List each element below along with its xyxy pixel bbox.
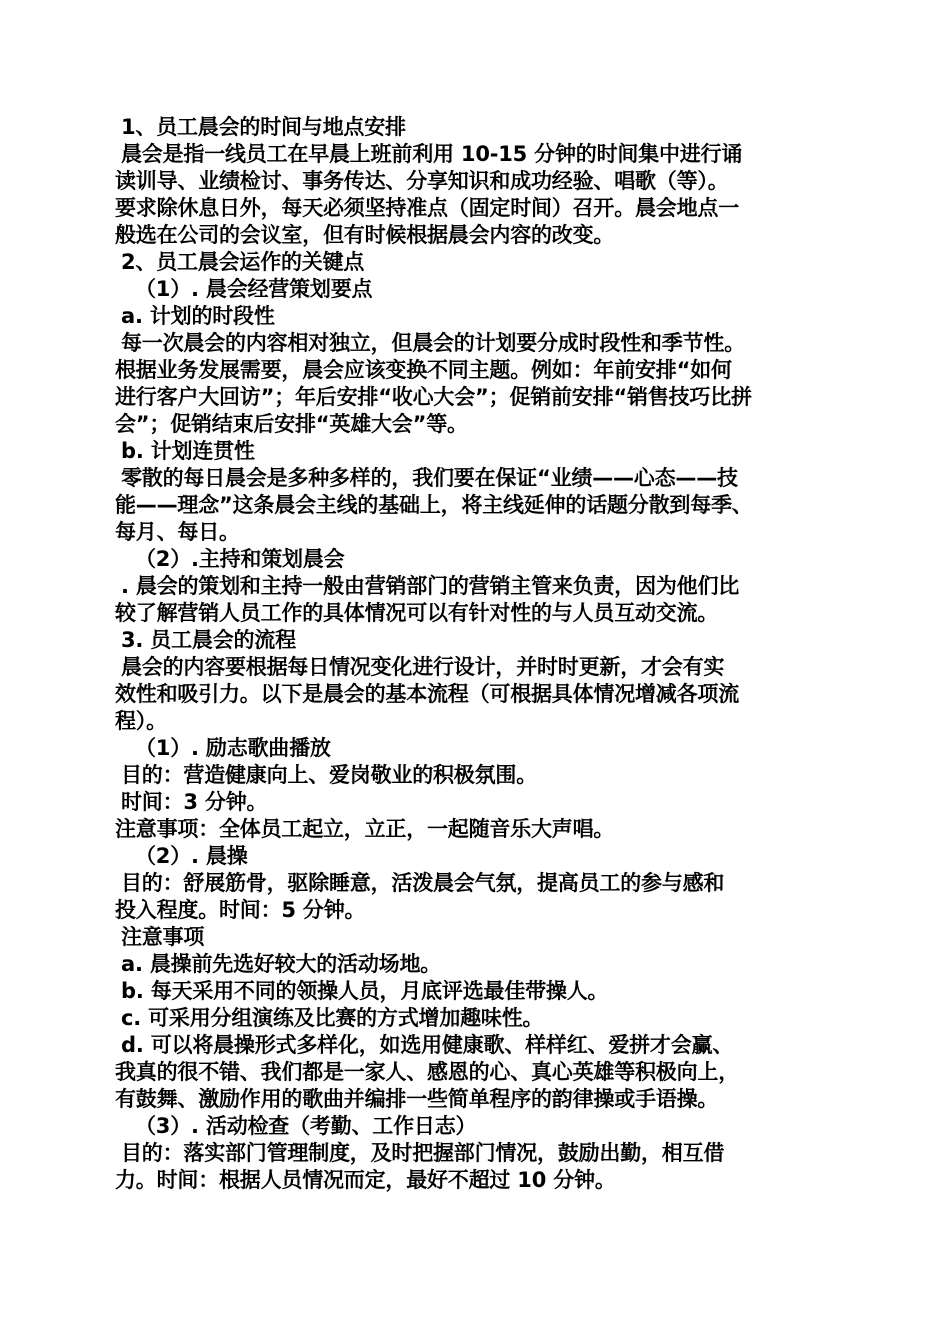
- paragraph-line: 目的：舒展筋骨，驱除睡意，活泼晨会气氛，提高员工的参与感和: [121, 871, 725, 895]
- paragraph-line: 每一次晨会的内容相对独立，但晨会的计划要分成时段性和季节性。: [121, 331, 745, 355]
- heading-3: 3. 员工晨会的流程: [121, 628, 296, 652]
- paragraph-line: 根据业务发展需要，晨会应该变换不同主题。例如：年前安排“如何: [115, 358, 732, 382]
- paragraph-line: 能——理念”这条晨会主线的基础上，将主线延伸的话题分散到每季、: [115, 493, 753, 517]
- item-heading: a. 计划的时段性: [121, 304, 275, 328]
- paragraph-line: . 晨会的策划和主持一般由营销部门的营销主管来负责，因为他们比: [121, 574, 740, 598]
- heading-2: 2、员工晨会运作的关键点: [121, 250, 365, 274]
- paragraph-line: 有鼓舞、激励作用的歌曲并编排一些简单程序的韵律操或手语操。: [115, 1087, 719, 1111]
- paragraph-line: 时间：3 分钟。: [121, 790, 268, 814]
- subheading: （2）. 晨操: [135, 844, 248, 868]
- list-item: d. 可以将晨操形式多样化，如选用健康歌、样样红、爱拼才会赢、: [121, 1033, 734, 1057]
- item-heading: b. 计划连贯性: [121, 439, 255, 463]
- subheading: （3）. 活动检查（考勤、工作日志）: [135, 1114, 477, 1138]
- paragraph-line: 进行客户大回访”；年后安排“收心大会”；促销前安排“销售技巧比拼: [115, 385, 752, 409]
- paragraph-line: 我真的很不错、我们都是一家人、感恩的心、真心英雄等积极向上，: [115, 1060, 739, 1084]
- paragraph-line: 投入程度。时间：5 分钟。: [115, 898, 366, 922]
- paragraph-line: 目的：落实部门管理制度，及时把握部门情况，鼓励出勤，相互借: [121, 1141, 725, 1165]
- paragraph-line: 较了解营销人员工作的具体情况可以有针对性的与人员互动交流。: [115, 601, 719, 625]
- subheading: （2）.主持和策划晨会: [135, 547, 345, 571]
- paragraph-line: 要求除休息日外，每天必须坚持准点（固定时间）召开。晨会地点一: [115, 196, 739, 220]
- paragraph-line: 每月、每日。: [115, 520, 240, 544]
- paragraph-line: 程）。: [115, 709, 167, 733]
- paragraph-line: 力。时间：根据人员情况而定，最好不超过 10 分钟。: [115, 1168, 616, 1192]
- paragraph-line: 零散的每日晨会是多种多样的，我们要在保证“业绩——心态——技: [121, 466, 738, 490]
- list-item: b. 每天采用不同的领操人员，月底评选最佳带操人。: [121, 979, 609, 1003]
- paragraph-line: 般选在公司的会议室，但有时候根据晨会内容的改变。: [115, 223, 615, 247]
- document-body: [115, 114, 835, 1194]
- paragraph-line: 读训导、业绩检讨、事务传达、分享知识和成功经验、唱歌（等）。: [115, 169, 729, 193]
- heading-1: 1、员工晨会的时间与地点安排: [121, 115, 406, 139]
- paragraph-line: 会”；促销结束后安排“英雄大会”等。: [115, 412, 468, 436]
- item-heading: 注意事项: [121, 925, 205, 949]
- list-item: a. 晨操前先选好较大的活动场地。: [121, 952, 442, 976]
- subheading: （1）. 晨会经营策划要点: [135, 277, 373, 301]
- paragraph-line: 晨会是指一线员工在早晨上班前利用 10-15 分钟的时间集中进行诵: [121, 142, 743, 166]
- list-item: c. 可采用分组演练及比赛的方式增加趣味性。: [121, 1006, 544, 1030]
- paragraph-line: 晨会的内容要根据每日情况变化进行设计，并时时更新，才会有实: [121, 655, 725, 679]
- subheading: （1）. 励志歌曲播放: [135, 736, 331, 760]
- paragraph-line: 效性和吸引力。以下是晨会的基本流程（可根据具体情况增减各项流: [115, 682, 739, 706]
- paragraph-line: 目的：营造健康向上、爱岗敬业的积极氛围。: [121, 763, 537, 787]
- paragraph-line: 注意事项：全体员工起立，立正，一起随音乐大声唱。: [115, 817, 615, 841]
